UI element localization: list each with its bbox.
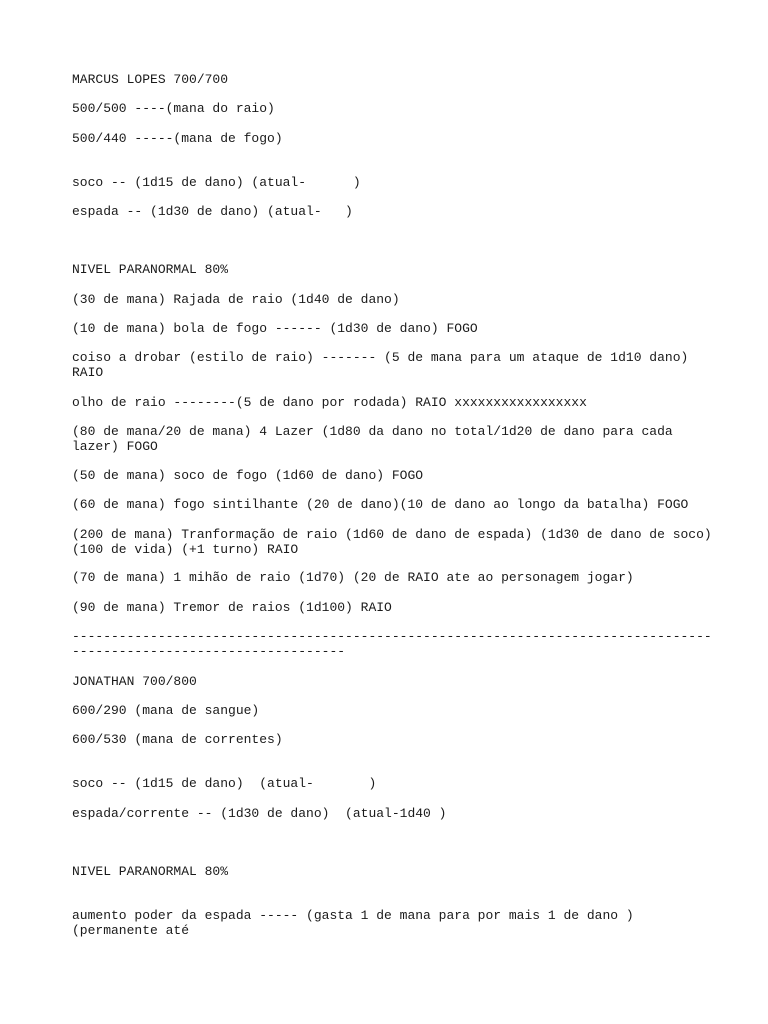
marcus-nivel-paranormal: NIVEL PARANORMAL 80% xyxy=(72,262,229,277)
jonathan-attack-soco: soco -- (1d15 de dano) (atual- ) xyxy=(72,776,377,791)
jonathan-mana-correntes: 600/530 (mana de correntes) xyxy=(72,732,283,747)
marcus-skill-8: (200 de mana) Tranformação de raio (1d60 de dano de espada) (1d30 de dano de soco) (100 de vida) (+1 turno) RAIO xyxy=(72,527,720,557)
marcus-attack-espada: espada -- (1d30 de dano) (atual- ) xyxy=(72,204,353,219)
marcus-skill-3: coiso a drobar (estilo de raio) ------- (5 de mana para um ataque de 1d10 dano) RAIO xyxy=(72,350,697,380)
jonathan-mana-sangue: 600/290 (mana de sangue) xyxy=(72,703,260,718)
marcus-mana-fogo: 500/440 -----(mana de fogo) xyxy=(72,131,283,146)
marcus-skill-9: (70 de mana) 1 mihão de raio (1d70) (20 de RAIO ate ao personagem jogar) xyxy=(72,570,634,585)
jonathan-attack-espada: espada/corrente -- (1d30 de dano) (atual-1d40 ) xyxy=(72,806,447,821)
marcus-skill-7: (60 de mana) fogo sintilhante (20 de dano)(10 de dano ao longo da batalha) FOGO xyxy=(72,497,689,512)
jonathan-skill-espada: aumento poder da espada ----- (gasta 1 de mana para por mais 1 de dano )(permanente até xyxy=(72,908,634,938)
marcus-name-line: MARCUS LOPES 700/700 xyxy=(72,72,229,87)
marcus-skill-2: (10 de mana) bola de fogo ------ (1d30 de dano) FOGO xyxy=(72,321,478,336)
marcus-skill-1: (30 de mana) Rajada de raio (1d40 de dano) xyxy=(72,292,400,307)
marcus-skill-4: olho de raio --------(5 de dano por rodada) RAIO xxxxxxxxxxxxxxxxx xyxy=(72,395,587,410)
marcus-skill-10: (90 de mana) Tremor de raios (1d100) RAIO xyxy=(72,600,392,615)
section-separator: --------------------------------------------------------------------------------------------------------------------- xyxy=(72,629,712,659)
jonathan-nivel-paranormal: NIVEL PARANORMAL 80% xyxy=(72,864,229,879)
marcus-skill-5: (80 de mana/20 de mana) 4 Lazer (1d80 da dano no total/1d20 de dano para cada lazer) FOGO xyxy=(72,424,681,454)
marcus-mana-raio: 500/500 ----(mana do raio) xyxy=(72,101,275,116)
jonathan-name-line: JONATHAN 700/800 xyxy=(72,674,197,689)
marcus-skill-6: (50 de mana) soco de fogo (1d60 de dano) FOGO xyxy=(72,468,424,483)
marcus-attack-soco: soco -- (1d15 de dano) (atual- ) xyxy=(72,175,361,190)
